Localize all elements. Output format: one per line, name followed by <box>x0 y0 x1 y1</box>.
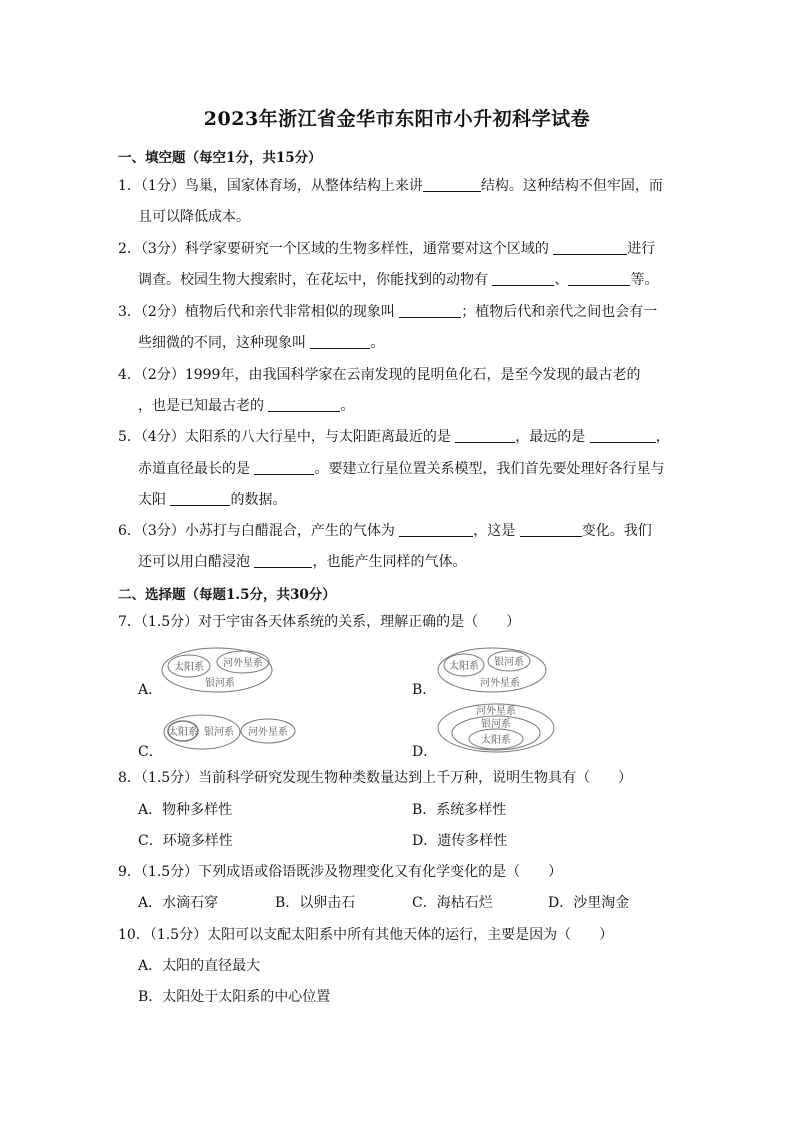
question-2-text: 2．（3分）科学家要研究一个区域的生物多样性，通常要对这个区域的 <box>118 241 549 257</box>
question-7-stem: 7．（1.5分）对于宇宙各天体系统的关系，理解正确的是（ ） <box>118 614 521 630</box>
question-4-text: 。 <box>340 398 355 414</box>
answer-blank[interactable] <box>455 428 515 443</box>
diagram-label-milky-way: 银河系 <box>204 727 234 738</box>
question-2-text: 调查。校园生物大搜索时，在花坛中，你能找到的动物有 <box>138 272 488 288</box>
question-5-text: 。要建立行星位置关系模型，我们首先要处理好各行星与 <box>314 461 665 477</box>
question-5-continued <box>138 460 664 478</box>
question-6-text: 6．（3分）小苏打与白醋混合，产生的气体为 <box>118 523 395 539</box>
answer-blank[interactable] <box>492 271 554 286</box>
question-3-text: 。 <box>370 335 385 351</box>
diagram-label-solar-system: 太阳系 <box>481 735 511 746</box>
diagram-label-milky-way: 银河系 <box>481 719 511 730</box>
question-6 <box>118 522 652 540</box>
question-1-continued <box>138 208 250 226</box>
diagram-label-extragalactic: 河外星系 <box>223 658 263 669</box>
question-8-stem: 8．（1.5分）当前科学研究发现生物种类数量达到上千万种，说明生物具有（ ） <box>118 770 633 786</box>
answer-blank[interactable] <box>520 522 582 537</box>
diagram-label-extragalactic: 河外星系 <box>480 678 520 689</box>
option-label-a[interactable]: A． <box>138 682 163 698</box>
question-1-text: 1．（1分）鸟巢，国家体育场，从整体结构上来讲 <box>118 178 423 194</box>
question-10-option-b[interactable]: B．太阳处于太阳系的中心位置 <box>138 989 331 1005</box>
question-5-text: 赤道直径最长的是 <box>138 461 250 477</box>
question-1-text: 结构。这种结构不但牢固，而 <box>480 178 663 194</box>
question-5-text: 的数据。 <box>230 492 287 508</box>
section-heading-choice: 二、选择题（每题1.5分，共30分） <box>118 587 336 603</box>
question-10-option-a[interactable]: A．太阳的直径最大 <box>138 958 261 974</box>
diagram-label-milky-way: 银河系 <box>494 657 524 668</box>
answer-blank[interactable] <box>590 428 656 443</box>
question-1-text: 且可以降低成本。 <box>138 209 250 225</box>
section-heading-fill-in: 一、填空题（每空1分，共15分） <box>118 150 322 166</box>
diagram-option-a[interactable] <box>160 646 276 698</box>
question-4 <box>118 366 640 384</box>
diagram-option-c[interactable] <box>160 710 300 758</box>
answer-blank[interactable] <box>568 271 630 286</box>
answer-blank[interactable] <box>399 522 473 537</box>
question-9-stem: 9．（1.5分）下列成语或俗语既涉及物理变化又有化学变化的是（ ） <box>118 864 563 880</box>
page-title: 2023年浙江省金华市东阳市小升初科学试卷 <box>203 108 591 130</box>
answer-blank[interactable] <box>399 303 461 318</box>
question-6-continued <box>138 553 466 571</box>
answer-blank[interactable] <box>254 553 312 568</box>
question-3-text: ；植物后代和亲代之间也会有一 <box>461 304 658 320</box>
question-10-stem: 10．（1.5分）太阳可以支配太阳系中所有其他天体的运行，主要是因为（ ） <box>118 927 614 943</box>
diagram-option-d[interactable] <box>436 702 556 758</box>
question-2-continued <box>138 271 658 289</box>
question-9-option-c[interactable]: C．海枯石烂 <box>412 895 493 911</box>
question-1 <box>118 177 663 195</box>
option-label-b[interactable]: B． <box>412 682 437 698</box>
question-8-option-d[interactable]: D．遗传多样性 <box>412 833 508 849</box>
answer-blank[interactable] <box>170 491 230 506</box>
question-9-option-b[interactable]: B．以卵击石 <box>275 895 356 911</box>
question-5-text: 太阳 <box>138 492 166 508</box>
diagram-label-solar-system: 太阳系 <box>449 661 479 672</box>
option-label-c[interactable]: C． <box>138 744 163 760</box>
question-8-option-b[interactable]: B．系统多样性 <box>412 802 507 818</box>
question-6-text: ，这是 <box>473 523 516 539</box>
question-6-text: 还可以用白醋浸泡 <box>138 554 250 570</box>
question-6-text: 变化。我们 <box>581 523 652 539</box>
question-2-text: 、 <box>554 272 569 288</box>
question-5-text: 5．（4分）太阳系的八大行星中，与太阳距离最近的是 <box>118 429 451 445</box>
diagram-label-solar-system: 太阳系 <box>174 662 204 673</box>
question-8-option-a[interactable]: A．物种多样性 <box>138 802 233 818</box>
question-3-continued <box>138 334 384 352</box>
question-4-text: ，也是已知最古老的 <box>138 398 264 414</box>
question-5-continued <box>138 491 286 509</box>
question-3-text: 3．（2分）植物后代和亲代非常相似的现象叫 <box>118 304 395 320</box>
question-5-text: ，最远的是 <box>515 429 586 445</box>
question-2-text: 进行 <box>627 241 656 257</box>
answer-blank[interactable] <box>268 397 340 412</box>
diagram-option-b[interactable] <box>436 646 548 698</box>
question-4-continued <box>138 397 354 415</box>
question-2-text: 等。 <box>630 272 659 288</box>
question-3-text: 些细微的不同，这种现象叫 <box>138 335 306 351</box>
question-5-text: ， <box>655 429 670 445</box>
diagram-label-extragalactic: 河外星系 <box>248 727 288 738</box>
question-9-option-a[interactable]: A．水滴石穿 <box>138 895 219 911</box>
question-8-option-c[interactable]: C．环境多样性 <box>138 833 233 849</box>
question-9-option-d[interactable]: D．沙里淘金 <box>548 895 630 911</box>
answer-blank[interactable] <box>553 240 627 255</box>
diagram-label-solar-system: 太阳系 <box>168 727 198 738</box>
question-6-text: ，也能产生同样的气体。 <box>312 554 467 570</box>
answer-blank[interactable] <box>254 460 314 475</box>
question-5 <box>118 428 670 446</box>
answer-blank[interactable] <box>310 334 370 349</box>
diagram-label-extragalactic: 河外星系 <box>476 706 516 717</box>
diagram-label-milky-way: 银河系 <box>205 678 235 689</box>
question-3 <box>118 303 657 321</box>
option-label-d[interactable]: D． <box>412 744 438 760</box>
question-4-text: 4．（2分）1999年，由我国科学家在云南发现的昆明鱼化石，是至今发现的最古老的 <box>118 367 641 383</box>
answer-blank[interactable] <box>423 177 481 192</box>
question-2 <box>118 240 655 258</box>
